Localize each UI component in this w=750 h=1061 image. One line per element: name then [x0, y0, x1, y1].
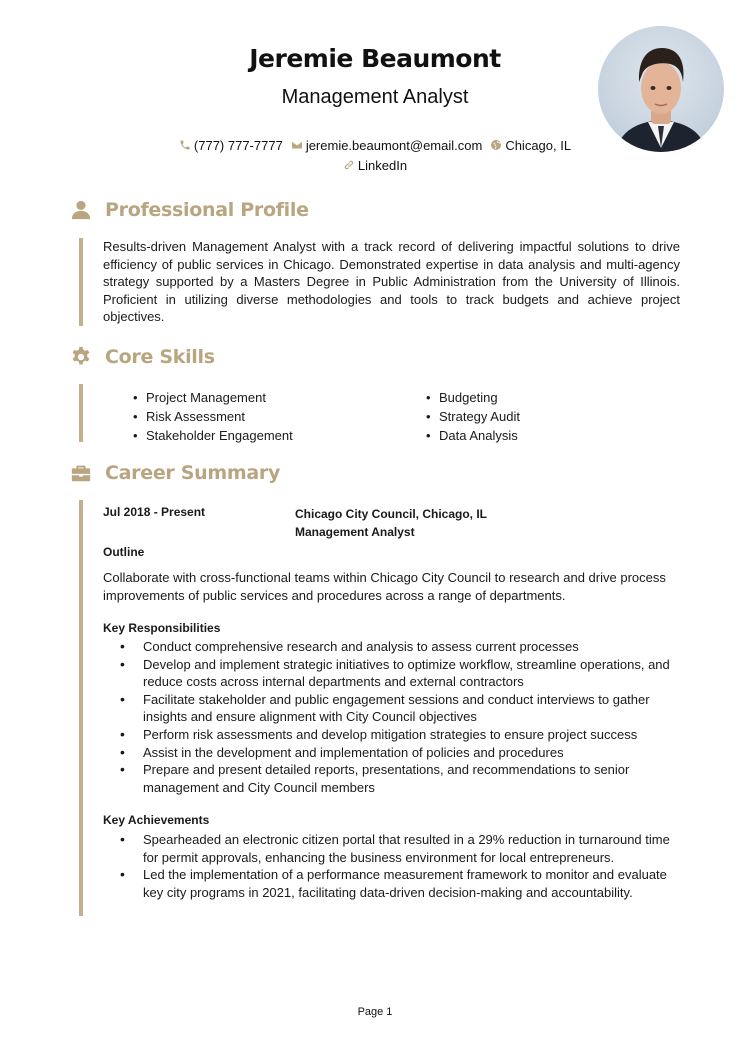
location-contact — [490, 138, 571, 153]
skills-right-column — [423, 388, 520, 445]
employer-name: Chicago City Council, Chicago, IL — [295, 507, 488, 521]
skills-section-heading — [69, 345, 215, 369]
profile-summary: Results-driven Management Analyst with a track record of delivering impactful solutions to drive efficiency of public services in Chicago. Demonstrated expertise in data analysis and multi-agency strategy supported by a Masters Degree in Public Administration from the University of Illinois. Proficient in utilizing diverse methodologies and tools to track budgets and achieve project objectives. — [103, 239, 680, 325]
skill-item: • Stakeholder Engagement — [130, 426, 293, 445]
career-heading: Career Summary — [105, 462, 281, 484]
linkedin-text[interactable]: LinkedIn — [357, 157, 408, 173]
list-item: • Spearheaded an electronic citizen portal that resulted in a 29% reduction in turnaround time for permit approvals, enhancing the business environment for local entrepreneurs. — [103, 831, 683, 866]
responsibilities-label: Key Responsibilities — [103, 621, 221, 635]
outline-text: Collaborate with cross-functional teams within Chicago City Council to research and drive process improvements of public services and procedures across a range of departments. — [103, 570, 666, 603]
candidate-name: Jeremie Beaumont — [249, 44, 501, 73]
list-item: • Perform risk assessments and develop mitigation strategies to ensure project success — [103, 726, 683, 744]
list-item: • Led the implementation of a performance measurement framework to monitor and evaluate key city programs in 2021, facilitating data-driven decision-making and accountability. — [103, 866, 683, 901]
page-number: Page 1 — [357, 1006, 393, 1018]
employer-block — [295, 505, 487, 541]
email-contact[interactable] — [291, 138, 483, 153]
career-section-heading — [69, 461, 280, 485]
skill-item: • Project Management — [130, 388, 293, 407]
employment-dates: Jul 2018 - Present — [103, 505, 206, 519]
profile-heading: Professional Profile — [105, 199, 309, 221]
list-item: • Assist in the development and implementation of policies and procedures — [103, 744, 683, 762]
profile-photo — [598, 26, 724, 152]
skill-item: • Strategy Audit — [423, 407, 520, 426]
profile-divider-bar — [79, 238, 83, 326]
link-icon — [343, 159, 355, 171]
phone-text: (777) 777-7777 — [193, 137, 283, 153]
achievements-list — [103, 831, 683, 901]
skill-item: • Data Analysis — [423, 426, 520, 445]
outline-label: Outline — [103, 545, 145, 559]
job-title: Management Analyst — [281, 86, 469, 108]
linkedin-contact[interactable] — [343, 158, 407, 173]
envelope-icon — [291, 139, 303, 151]
user-icon — [69, 198, 93, 222]
skills-heading: Core Skills — [105, 346, 215, 368]
skill-item: • Budgeting — [423, 388, 520, 407]
achievements-label: Key Achievements — [103, 813, 210, 827]
briefcase-icon — [69, 461, 93, 485]
list-item: • Conduct comprehensive research and analysis to assess current processes — [103, 638, 683, 656]
phone-contact — [179, 138, 283, 153]
career-divider-bar — [79, 500, 83, 916]
globe-icon — [490, 139, 502, 151]
role-title: Management Analyst — [295, 525, 415, 539]
skill-item: • Risk Assessment — [130, 407, 293, 426]
gear-icon — [69, 345, 93, 369]
location-text: Chicago, IL — [505, 137, 572, 153]
skills-divider-bar — [79, 384, 83, 442]
skills-left-column — [130, 388, 293, 445]
list-item: • Facilitate stakeholder and public engagement sessions and conduct interviews to gather insights and ensure alignment with City Council objectives — [103, 691, 683, 726]
list-item: • Prepare and present detailed reports, presentations, and recommendations to senior management and City Council members — [103, 761, 683, 796]
phone-icon — [179, 139, 191, 151]
list-item: • Develop and implement strategic initiatives to optimize workflow, streamline operations, and reduce costs across internal departments and external contractors — [103, 656, 683, 691]
profile-section-heading — [69, 198, 309, 222]
email-text[interactable]: jeremie.beaumont@email.com — [305, 137, 483, 153]
responsibilities-list — [103, 638, 683, 796]
